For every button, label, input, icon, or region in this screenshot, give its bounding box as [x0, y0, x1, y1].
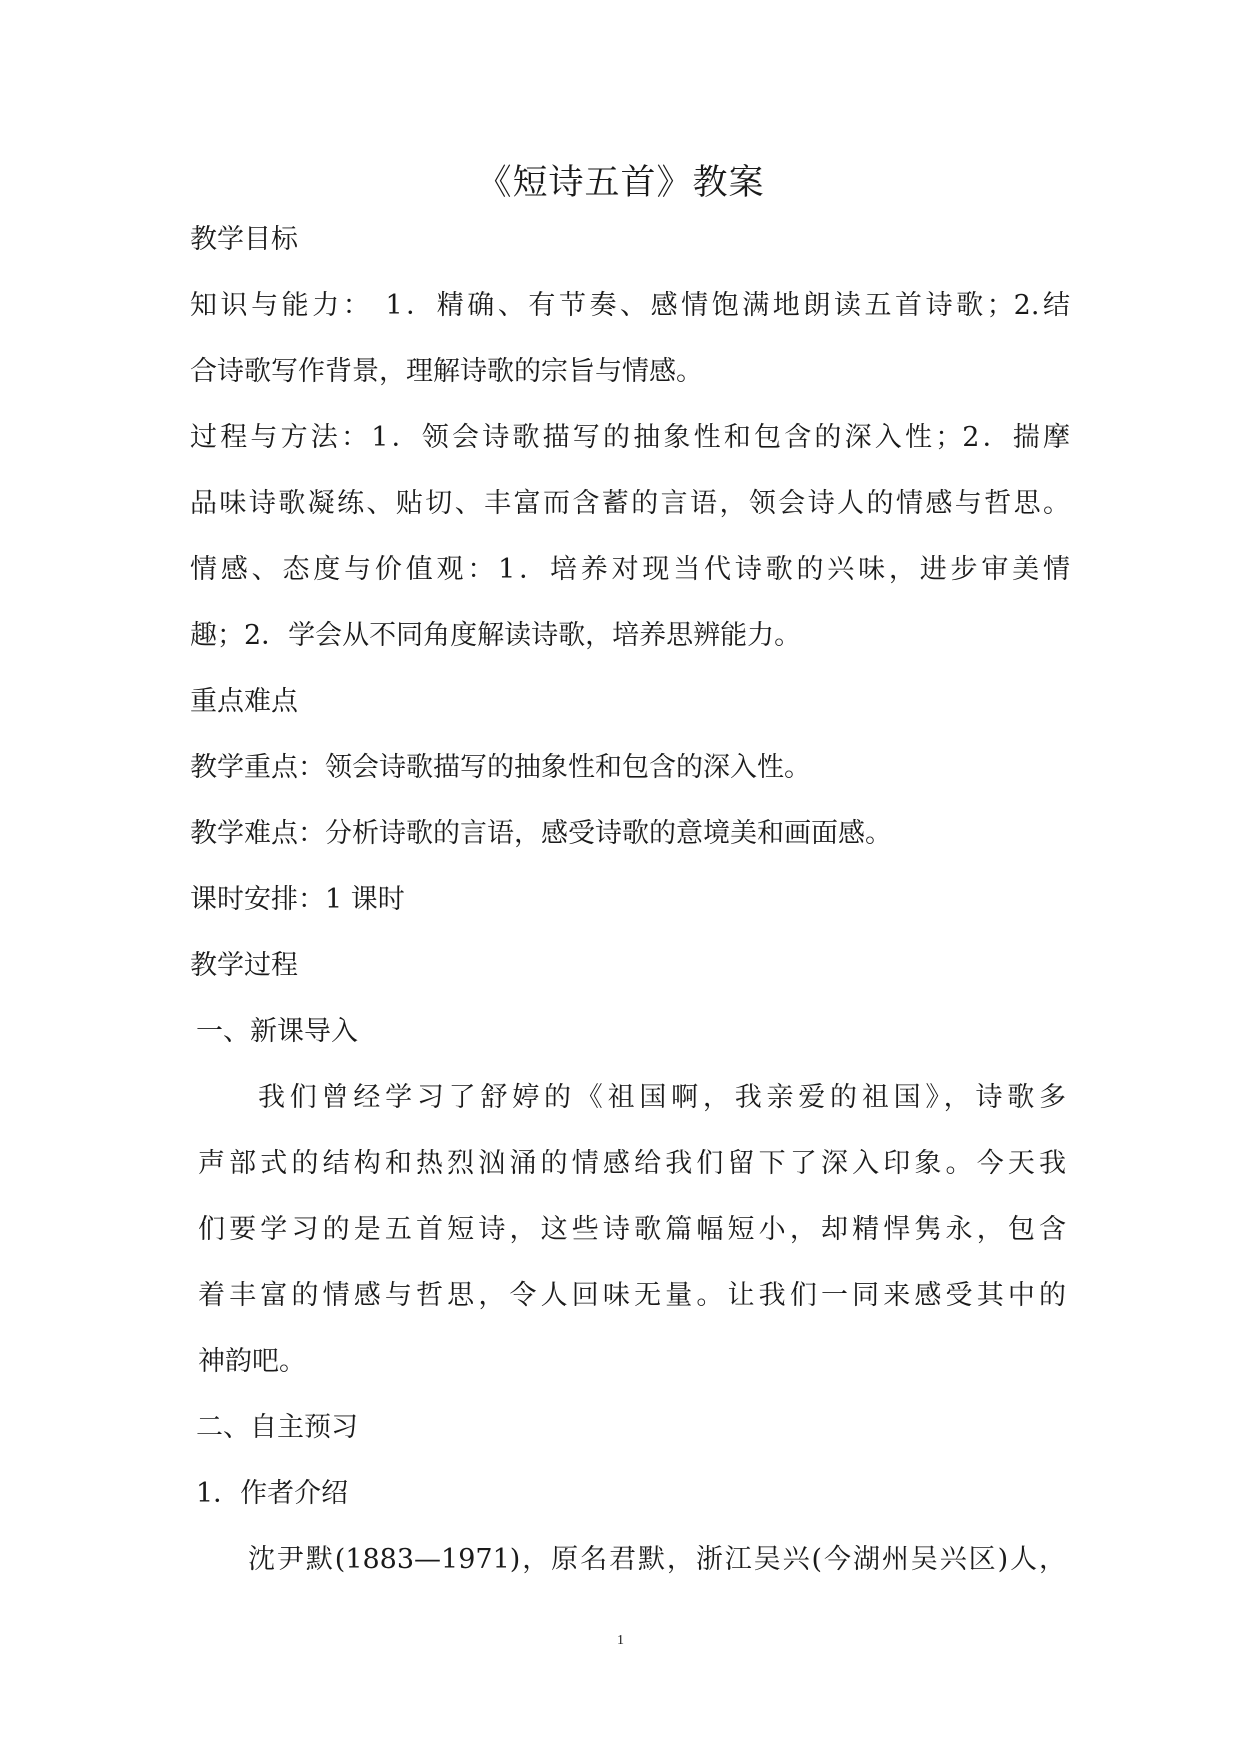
paragraph-line: 我们曾经学习了舒婷的《祖国啊，我亲爱的祖国》，诗歌多 [258, 1082, 1066, 1113]
paragraph-line: 声部式的结构和热烈汹涌的情感给我们留下了深入印象。今天我 [198, 1148, 1066, 1179]
heading-section-2: 二、自主预习 [196, 1412, 358, 1443]
heading-section-1: 一、新课导入 [196, 1016, 358, 1047]
paragraph-line: 神韵吧。 [198, 1346, 306, 1377]
heading-teaching-objectives: 教学目标 [190, 224, 298, 255]
paragraph-line: 教学重点：领会诗歌描写的抽象性和包含的深入性。 [190, 752, 811, 783]
paragraph-line: 合诗歌写作背景，理解诗歌的宗旨与情感。 [190, 356, 703, 387]
heading-author-intro: 1．作者介绍 [196, 1478, 349, 1509]
heading-teaching-process: 教学过程 [190, 950, 298, 981]
paragraph-line: 着丰富的情感与哲思，令人回味无量。让我们一同来感受其中的 [198, 1280, 1066, 1311]
paragraph-line: 品味诗歌凝练、贴切、丰富而含蓄的言语，领会诗人的情感与哲思。 [190, 488, 1070, 519]
paragraph-line: 教学难点：分析诗歌的言语，感受诗歌的意境美和画面感。 [190, 818, 892, 849]
paragraph-line: 课时安排：1 课时 [190, 884, 405, 915]
page-number: 1 [617, 1633, 624, 1648]
paragraph-line: 情感、态度与价值观：1．培养对现当代诗歌的兴味，进步审美情 [190, 554, 1070, 585]
paragraph-line: 过程与方法：1．领会诗歌描写的抽象性和包含的深入性；2．揣摩 [190, 422, 1070, 453]
paragraph-line: 们要学习的是五首短诗，这些诗歌篇幅短小，却精悍隽永，包含 [198, 1214, 1066, 1245]
document-title: 《短诗五首》教案 [476, 163, 765, 203]
paragraph-line: 趣；2．学会从不同角度解读诗歌，培养思辨能力。 [190, 620, 802, 651]
heading-key-difficulties: 重点难点 [190, 686, 298, 717]
paragraph-line: 沈尹默(1883—1971)，原名君默，浙江吴兴(今湖州吴兴区)人， [248, 1544, 1066, 1575]
paragraph-line: 知识与能力： 1．精确、有节奏、感情饱满地朗读五首诗歌；2.结 [190, 290, 1070, 321]
